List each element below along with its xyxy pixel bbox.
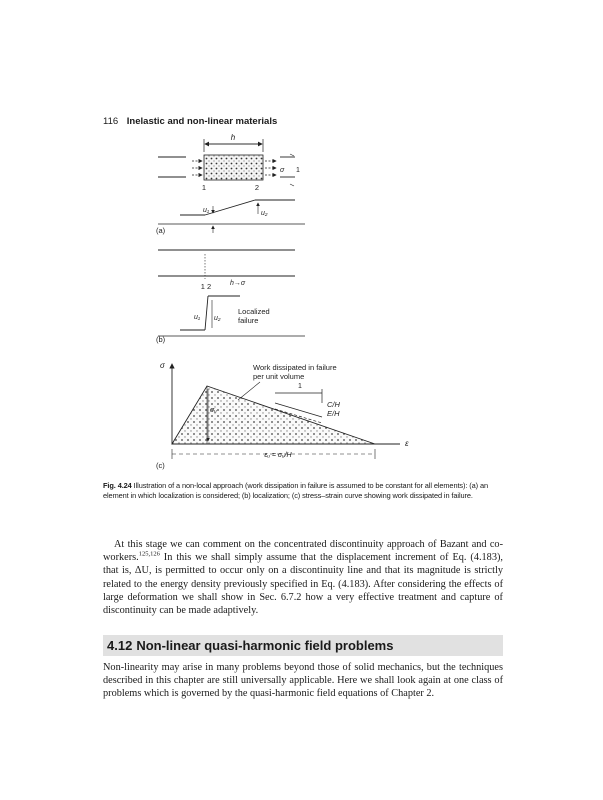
- figure-drawing: [150, 132, 482, 477]
- figure-4-24: [150, 132, 482, 477]
- paragraph-bazant: [103, 538, 503, 617]
- section-title: Non-linear quasi-harmonic field problems: [136, 638, 394, 653]
- u1-label-b: u₁: [194, 314, 201, 321]
- panel-a: [156, 133, 305, 235]
- failure-label: failure: [238, 316, 259, 325]
- work-label-line1: Work dissipated in failure: [253, 363, 337, 372]
- h-label: h: [230, 133, 236, 142]
- sigma-u-label: σᵤ: [210, 407, 217, 414]
- page-number: 116: [103, 116, 119, 127]
- panel-a-label: (a): [156, 226, 166, 235]
- h-to-sigma-label: h→σ: [230, 280, 246, 287]
- sigma-a-label: σ: [280, 167, 285, 174]
- epsilon-axis-label: ε: [405, 439, 409, 448]
- figure-caption: [103, 481, 503, 501]
- c-over-h-label: C/H: [327, 400, 340, 409]
- section-number: 4.12: [107, 638, 133, 653]
- u1-label-a: u₁: [203, 207, 210, 214]
- u2-label-b: u₂: [214, 315, 221, 322]
- nodes-12-label: 1 2: [200, 282, 212, 291]
- epsilon-u-label: εᵤ = σᵤ/H: [264, 452, 292, 459]
- running-title: Inelastic and non-linear materials: [126, 116, 278, 127]
- e-over-h-label: E/H: [327, 409, 340, 418]
- paragraph-1-part-1: At this stage we can comment on the concentrated discontinuity approach of Bazant and co-workers.: [103, 539, 503, 564]
- panel-b-label: (b): [156, 335, 166, 344]
- panel-c-label: (c): [156, 461, 165, 470]
- dissipated-work-region: [172, 386, 375, 444]
- one-label: 1: [296, 167, 300, 174]
- panel-c: [156, 361, 409, 470]
- panel-b: [156, 250, 305, 344]
- caption-text: Illustration of a non-local approach (work dissipation in failure is assumed to be constant for all elements): (a) an element in which localization is considered; (b) localization; (c) stress–strain curve showing work dissipated in failure.: [103, 481, 488, 500]
- node-2-label: 2: [254, 183, 260, 192]
- slope-one-label: 1: [298, 383, 302, 390]
- work-label-line2: per unit volume: [253, 372, 305, 381]
- sigma-axis-label: σ: [160, 361, 165, 370]
- section-heading: [103, 635, 503, 656]
- element-box: [204, 155, 263, 180]
- reference-superscript: 125,126: [138, 550, 160, 558]
- paragraph-quasi-harmonic: Non-linearity may arise in many problems beyond those of solid mechanics, but the techniques described in this chapter are still universally applicable. Here we shall look again at one class of problems which is governed by the quasi-harmonic field equations of Chapter 2.: [103, 662, 503, 700]
- caption-label: Fig. 4.24: [103, 481, 132, 490]
- running-header: [103, 116, 277, 127]
- node-1-label: 1: [201, 183, 207, 192]
- localized-label: Localized: [238, 307, 270, 316]
- paragraph-1-part-2: In this we shall simply assume that the displacement increment of Eq. (4.183), that is, ΔU, is permitted to occur only on a discontinuity line and that its magnitude is strictly related to the energy density previously specified in Eq. (4.183). After considering the effects of large deformation we shall show in Sec. 6.7.2 how a very effective treatment and capture of discontinuity can be made adaptively.: [103, 552, 503, 617]
- u2-label-a: u₂: [261, 210, 268, 217]
